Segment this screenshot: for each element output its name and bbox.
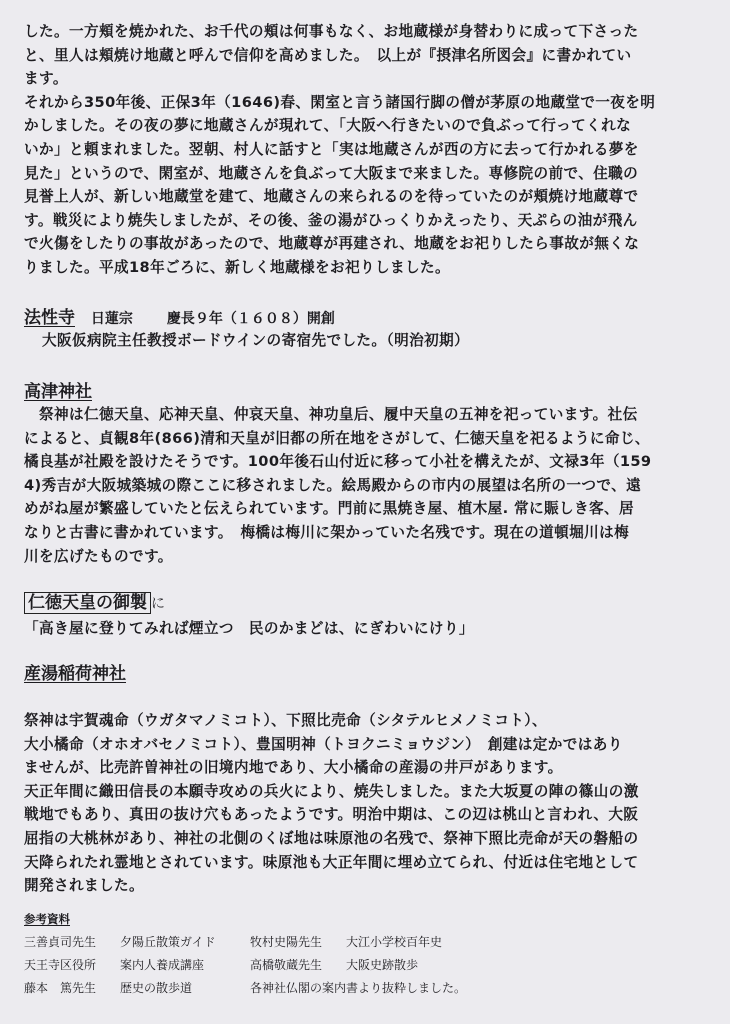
text-line: かしました。その夜の夢に地蔵さんが現れて、「大阪へ行きたいので負ぶって行ってくれな [24, 117, 632, 135]
reference-work: 夕陽丘散策ガイド [120, 935, 216, 949]
reference-work: 大阪史跡散歩 [346, 958, 419, 972]
reference-author: 牧村史陽先生 [250, 935, 323, 949]
text-line: ませんが、比売許曽神社の旧境内地であり、大小橘命の産湯の井戸があります。 [24, 759, 563, 777]
reference-work: 案内人養成講座 [120, 958, 205, 972]
text-line: 大阪仮病院主任教授ボードウインの寄宿先でした。（明治初期） [42, 332, 470, 349]
text-line: いか」と頼まれました。翌朝、村人に話すと「実は地蔵さんが西の方に去って行かれる夢を [24, 140, 639, 158]
ubuyu-title: 産湯稲荷神社 [24, 664, 126, 684]
ubuyu-paragraph [24, 709, 712, 898]
text-line: 見誉上人が、新しい地蔵堂を建て、地蔵さんの来られるのを待っていたのが頬焼け地蔵尊で [24, 188, 639, 206]
text-line: 見た」というので、閑室が、地蔵さんを負ぶって大阪まで来ました。専修院の前で、住職の [24, 164, 639, 182]
text-line: 天正年間に織田信長の本願寺攻めの兵火により、焼失しました。また大坂夏の陣の篠山の激 [24, 782, 639, 800]
intro-paragraph [24, 20, 712, 280]
text-line: 祭神は宇賀魂命（ウガタマノミコト）、下照比売命（シタテルヒメノミコト）、 [24, 712, 547, 729]
text-line: によると、貞観8年(866)清和天皇が旧都の所在地をさがして、仁徳天皇を祀るように命じ、 [24, 429, 650, 447]
ubuyu-heading [24, 663, 126, 685]
kozu-paragraph [24, 403, 712, 568]
text-line: した。一方頬を焼かれた、お千代の頬は何事もなく、お地蔵様が身替わりに成って下さった [24, 23, 639, 40]
text-line: で火傷をしたりの事故があったので、地蔵尊が再建され、地蔵をお祀りしたら事故が無くな [24, 235, 640, 253]
reference-author: 三善貞司先生 [24, 935, 97, 949]
text-line: 橘良基が社殿を設けたそうです。100年後石山付近に移って小社を構えたが、文禄3年（159 [24, 453, 652, 471]
kozu-heading [24, 381, 92, 403]
text-line: 開発されました。 [24, 877, 144, 895]
text-line: 戦地でもあり、真田の抜け穴もあったようです。明治中期は、この辺は桃山と言われ、大阪 [24, 806, 639, 824]
text-line: 4)秀吉が大阪城築城の際ここに移されました。絵馬殿からの市内の展望は名所の一つで、遠 [24, 476, 642, 494]
text-line: りました。平成18年ごろに、新しく地蔵様をお祀りしました。 [24, 258, 450, 276]
reference-note: 各神社仏閣の案内書より抜粋しました。 [250, 981, 467, 995]
reference-work: 歴史の散歩道 [120, 981, 193, 995]
poem-text-block [24, 617, 712, 641]
reference-work: 大江小学校百年史 [346, 935, 443, 949]
poem-heading [24, 592, 165, 615]
text-line: それから350年後、正保3年（1646)春、閑室と言う諸国行脚の僧が茅原の地蔵堂で一夜を明 [24, 93, 656, 111]
reference-author: 藤本 篤先生 [24, 981, 97, 995]
hosshoji-founded: 慶長９年（１６０８）開創 [166, 311, 335, 327]
hosshoji-title: 法性寺 [24, 308, 75, 328]
text-line: 大小橘命（オホオバセノミコト）、豊国明神（トヨクニミョウジン） 創建は定かではあり [24, 735, 623, 753]
text-line: なりと古書に書かれています。 梅橋は梅川に架かっていた名残です。現在の道頓堀川は梅 [24, 523, 630, 541]
reference-row [24, 954, 466, 977]
text-line: 天降られたれ霊地とされています。味原池も大正年間に埋め立てられ、付近は住宅地として [24, 853, 639, 871]
poem-text: 「高き屋に登りてみれば煙立つ 民のかまどは、にぎわいにけり」 [24, 620, 474, 637]
hosshoji-body [42, 329, 730, 353]
text-line: す。戦災により焼失しましたが、その後、釜の湯がひっくりかえったり、天ぷらの油が飛ん [24, 211, 638, 229]
reference-row [24, 977, 466, 1000]
references-title: 参考資料 [24, 912, 70, 926]
reference-author: 高橋敬蔵先生 [250, 958, 323, 972]
text-line: ます。 [24, 70, 68, 88]
poem-title-suffix: に [151, 596, 165, 612]
reference-row [24, 931, 466, 954]
hosshoji-heading [24, 307, 335, 330]
text-line: めがね屋が繁盛していたと伝えられています。門前に黒焼き屋、植木屋. 常に賑しき客、居 [24, 500, 635, 518]
hosshoji-sect: 日蓮宗 [90, 311, 133, 327]
reference-author: 天王寺区役所 [24, 958, 97, 972]
text-line: 屈指の大桃林があり、神社の北側のくぼ地は味原池の名残で、祭神下照比売命が天の磐船の [24, 829, 639, 847]
text-line: 川を広げたものです。 [24, 547, 173, 565]
poem-title: 仁徳天皇の御製 [24, 592, 151, 614]
kozu-title: 高津神社 [24, 382, 92, 402]
text-line: 祭神は仁徳天皇、応神天皇、仲哀天皇、神功皇后、履中天皇の五神を祀っています。社伝 [24, 406, 638, 423]
references [24, 908, 466, 1000]
text-line: と、里人は頬焼け地蔵と呼んで信仰を高めました。 以上が『摂津名所図会』に書かれてい [24, 46, 632, 64]
